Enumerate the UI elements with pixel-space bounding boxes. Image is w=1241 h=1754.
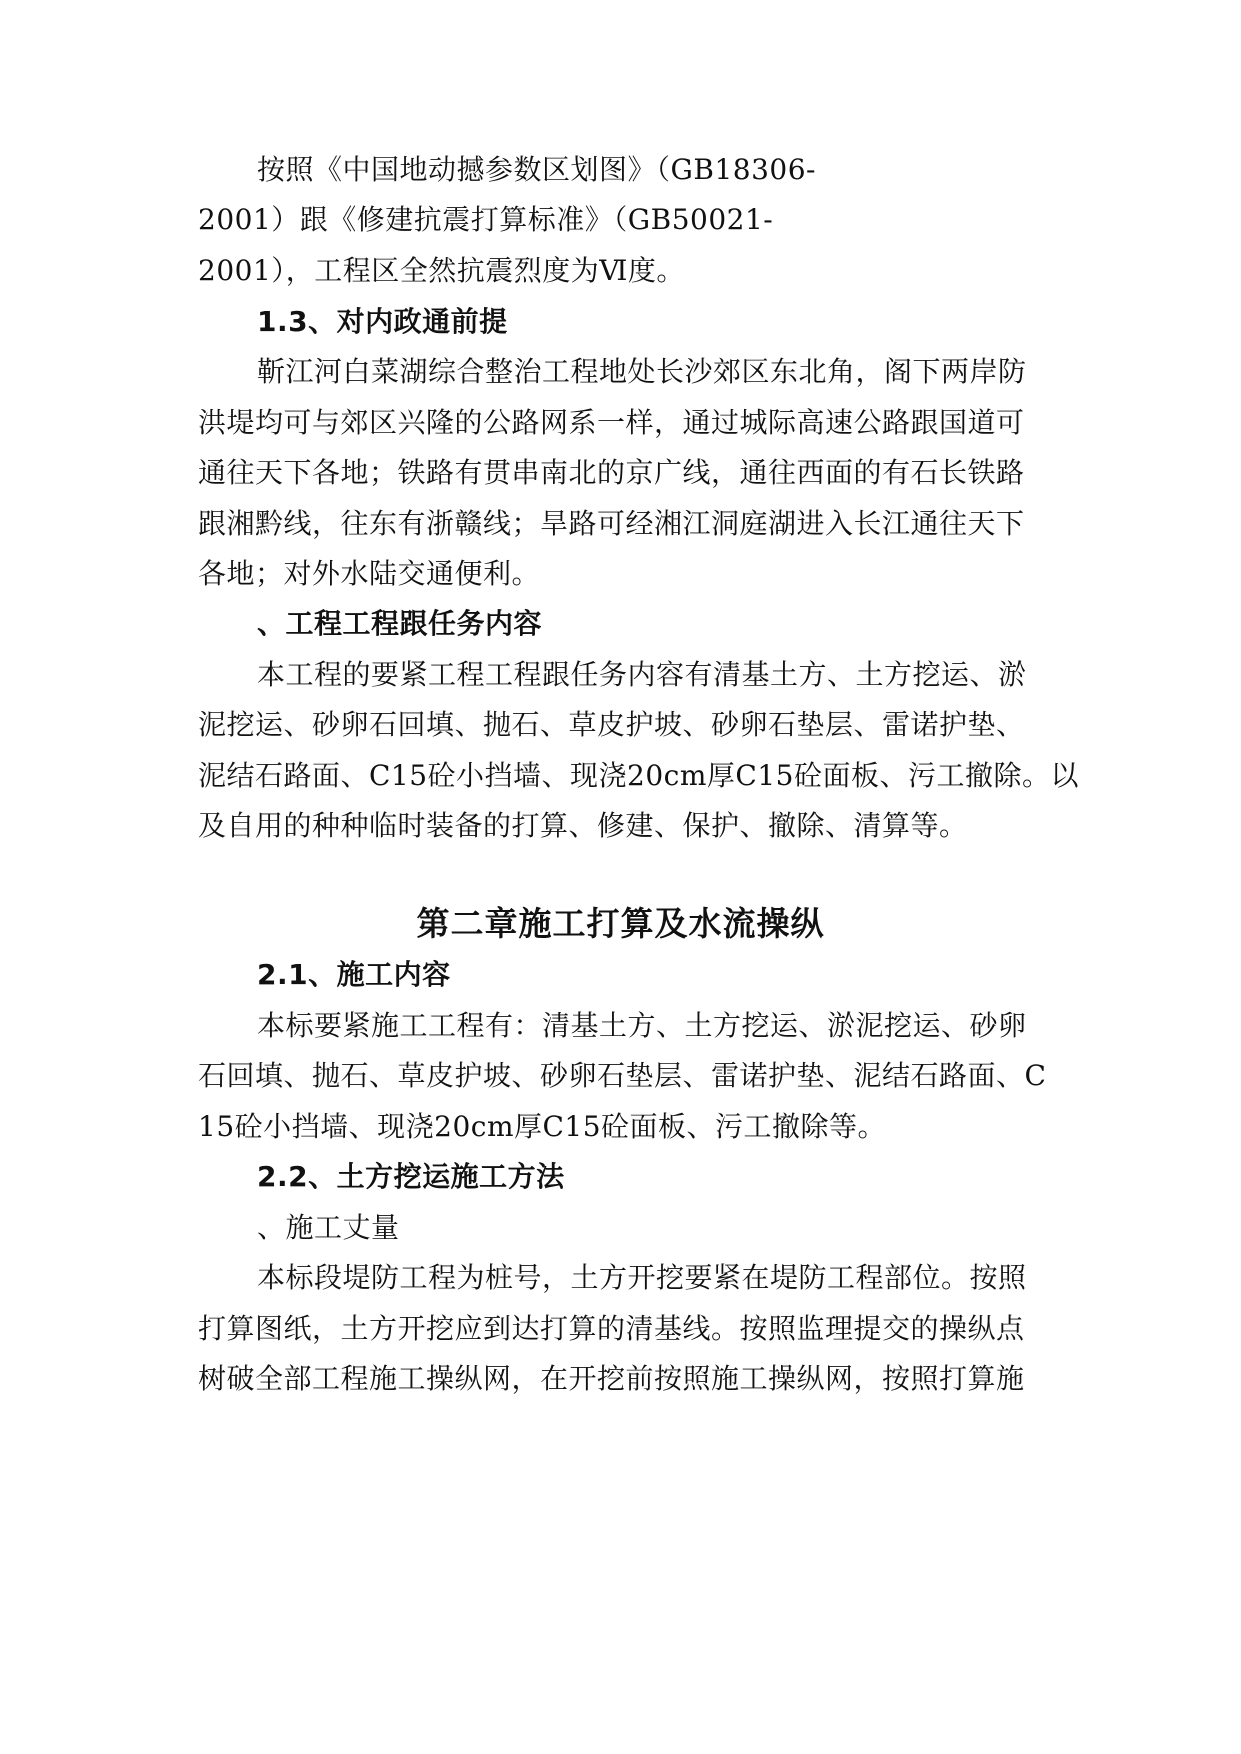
p3-line-1: 本工程的要紧工程工程跟任务内容有清基土方、土方挖运、淤 bbox=[257, 658, 1027, 691]
p2-line-4: 跟湘黔线，往东有浙赣线；旱路可经湘江洞庭湖进入长江通往天下 bbox=[198, 507, 1025, 540]
p4-line-1: 本标要紧施工工程有：清基土方、土方挖运、淤泥挖运、砂卵 bbox=[257, 1009, 1027, 1042]
p1-line-3: 2001），工程区全然抗震烈度为Ⅵ度。 bbox=[198, 254, 685, 287]
p2-line-3: 通往天下各地；铁路有贯串南北的京广线，通往西面的有石长铁路 bbox=[198, 456, 1025, 489]
p5-line-2: 打算图纸，土方开挖应到达打算的清基线。按照监理提交的操纵点 bbox=[198, 1312, 1025, 1345]
chapter-2-title: 第二章施工打算及水流操纵 bbox=[416, 904, 825, 943]
p5-line-3: 树破全部工程施工操纵网，在开挖前按照施工操纵网，按照打算施 bbox=[198, 1362, 1025, 1395]
p1-line-2: 2001）跟《修建抗震打算标准》（GB50021- bbox=[198, 203, 774, 236]
p2-line-5: 各地；对外水陆交通便利。 bbox=[198, 557, 541, 590]
heading-scope: 、工程工程跟任务内容 bbox=[257, 607, 543, 640]
p3-line-3: 泥结石路面、C15砼小挡墙、现浇20cm厚C15砼面板、污工撤除。以 bbox=[198, 759, 1079, 792]
p2-line-2: 洪堤均可与郊区兴隆的公路网系一样，通过城际高速公路跟国道可 bbox=[198, 406, 1025, 439]
subheading-survey: 、施工丈量 bbox=[257, 1211, 400, 1244]
heading-2-2: 2.2、土方挖运施工方法 bbox=[257, 1160, 565, 1193]
p5-line-1: 本标段堤防工程为桩号，土方开挖要紧在堤防工程部位。按照 bbox=[257, 1261, 1027, 1294]
p1-line-1: 按照《中国地动撼参数区划图》（GB18306- bbox=[257, 153, 816, 186]
heading-1-3: 1.3、对内政通前提 bbox=[257, 305, 508, 338]
p2-line-1: 靳江河白菜湖综合整治工程地处长沙郊区东北角，阁下两岸防 bbox=[257, 355, 1027, 388]
p3-line-4: 及自用的种种临时装备的打算、修建、保护、撤除、清算等。 bbox=[198, 809, 968, 842]
p4-line-2: 石回填、抛石、草皮护坡、砂卵石垫层、雷诺护垫、泥结石路面、C bbox=[198, 1059, 1047, 1092]
p3-line-2: 泥挖运、砂卵石回填、抛石、草皮护坡、砂卵石垫层、雷诺护垫、 bbox=[198, 708, 1025, 741]
heading-2-1: 2.1、施工内容 bbox=[257, 958, 451, 991]
p4-line-3: 15砼小挡墙、现浇20cm厚C15砼面板、污工撤除等。 bbox=[198, 1110, 887, 1143]
